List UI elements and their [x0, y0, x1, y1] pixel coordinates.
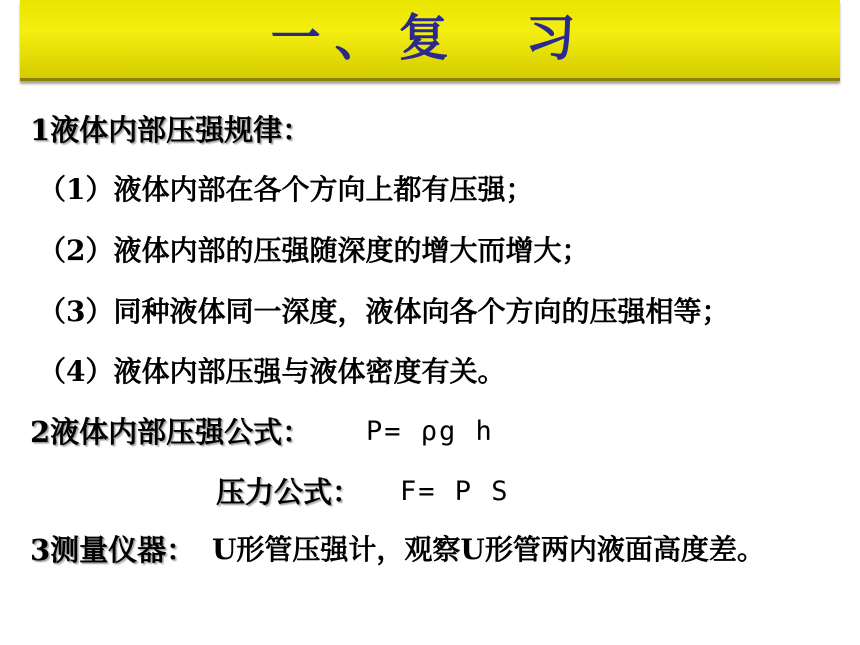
rule-item-2: （2）液体内部的压强随深度的增大而增大；: [38, 234, 590, 267]
force-formula: F= P S: [400, 476, 510, 507]
instrument-text: U形管压强计，观察U形管两内液面高度差。: [212, 533, 765, 566]
rule-item-4: （4）液体内部压强与液体密度有关。: [38, 355, 506, 388]
slide-title: 一、复 习: [270, 9, 590, 67]
formula-heading: 2液体内部压强公式：: [30, 415, 312, 449]
title-banner: [20, 0, 840, 81]
pressure-formula: P= ρg h: [366, 416, 494, 447]
rule-item-3: （3）同种液体同一深度，液体向各个方向的压强相等；: [38, 295, 730, 328]
force-heading: 压力公式：: [216, 475, 362, 509]
rule-heading: 1液体内部压强规律：: [30, 113, 312, 147]
rule-item-1: （1）液体内部在各个方向上都有压强；: [38, 173, 534, 206]
instrument-heading: 3测量仪器：: [30, 533, 196, 567]
